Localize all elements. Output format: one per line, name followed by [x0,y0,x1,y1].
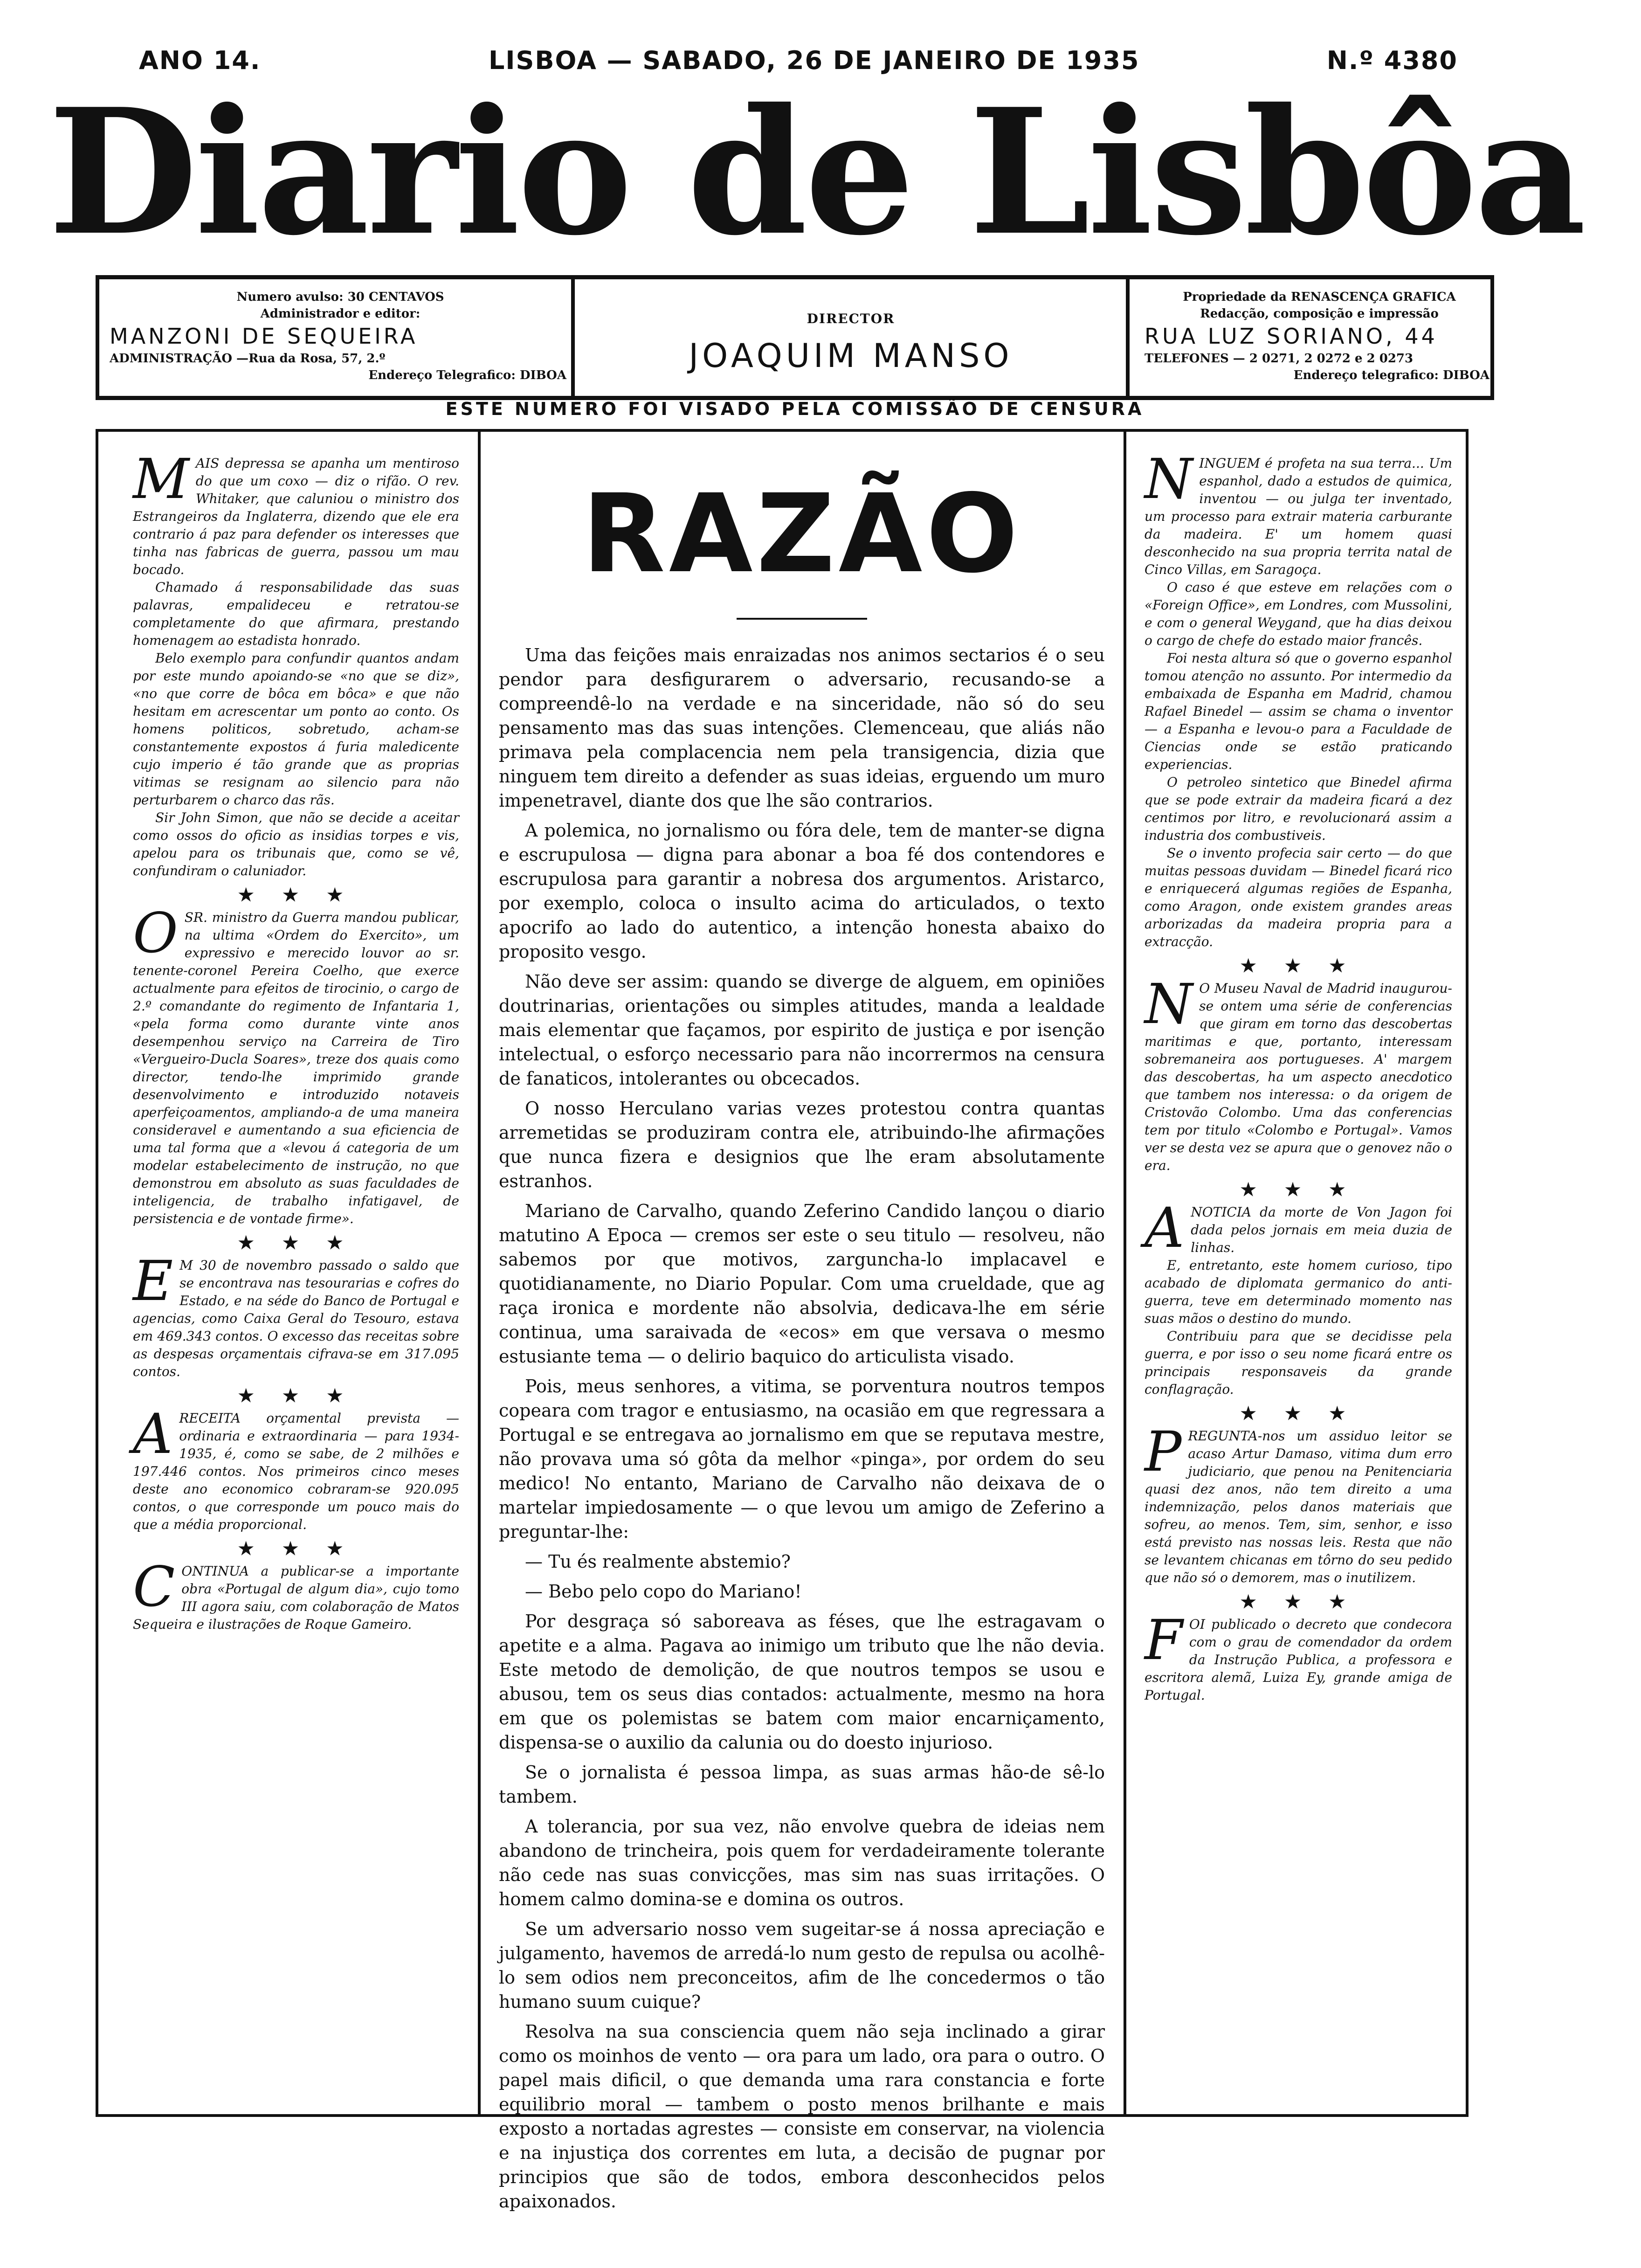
drop-cap: N [1145,972,1193,1036]
info-administration [96,279,571,396]
note-paragraph: O caso é que esteve em relações com o «Foreign Office», em Londres, com Mussolini, e com o general Weygand, que ha dias deixou o cargo de chefe do estado maior francês. [1145,580,1452,648]
censorship-notice: ESTE NUMERO FOI VISADO PELA COMISSÃO DE CENSURA [445,399,1145,419]
note-naval-museum: N O Museu Naval de Madrid inaugurou-se ontem uma série de conferencias que giram em torno das descobertas maritimas e que, portanto, interessam sobremaneira aos portugueses. A' margem das descobertas, ha um aspecto anecdotico que tambem nos interessa: o da origem de Cristovão Colombo. Uma das conferencias tem por titulo «Colombo e Portugal». Vamos ver se desta vez se apura que o genovez não o era. [1145,972,1452,1173]
dateline: LISBOA — SABADO, 26 DE JANEIRO DE 1935 [489,46,1140,75]
note-paragraph: Belo exemplo para confundir quantos andam por este mundo apoiando-se «no que se diz», «no que corre de bôca em bôca» e que não hesitam em acrescentar um ponto ao conto. Os homens politicos, sobretudo, acham-se constantemente expostos á furia maledicente cujo imperio é tão grande que as proprias vitimas se resignam ao silencio para não perturbarem o charco das rãs. [133,650,459,808]
drop-cap: O [133,901,178,965]
telegraph-address: Endereço telegrafico: DIBOA [1293,368,1489,382]
column-rule-left [478,429,481,2117]
section-separator: ★ ★ ★ [238,884,354,905]
section-separator: ★ ★ ★ [238,1385,354,1406]
headline-rule [737,618,867,620]
drop-cap: P [1145,1419,1182,1484]
editorial-paragraph: Não deve ser assim: quando se diverge de alguem, em opiniões doutrinarias, orientações ou simples atitudes, manda a lealdade mais elementar que façamos, por espirito de justiça e por isenção intelectual, o esforço necessario para não incorrermos na censura de fanaticos, intolerantes ou obcecados. [499,971,1105,1089]
drop-cap: N [1145,447,1193,511]
column-rule-right [1124,429,1126,2117]
admin-telegraph: Endereço Telegrafico: DIBOA [368,368,566,382]
section-separator: ★ ★ ★ [1240,1591,1357,1612]
section-separator: ★ ★ ★ [1240,955,1357,976]
editorial-paragraph: O nosso Herculano varias vezes protestou contra quantas arremetidas se produziram contra ele, atribuindo-lhe afirmações que nunca fizera e designios que lhe eram absolutamente estranhos. [499,1098,1105,1191]
editorial-body [499,643,1105,2213]
street-address: RUA LUZ SORIANO, 44 [1145,324,1438,349]
masthead-logo: Diario de Lisbôa [48,71,1584,274]
director-label: DIRECTOR [807,311,895,326]
note-war-minister: OSR. ministro da Guerra mandou publicar, na ultima «Ordem do Exercito», um expressivo e merecido louvor ao sr. tenente-coronel Pereira Coelho, que exerce actualmente para efeitos de tirocinio, o cargo de 2.º comandante do regimento de Infantaria 1, «pela forma como durante vinte anos desempenhou serviço na Carreira de Tiro «Vergueiro-Ducla Soares», treze dos quais como director, tendo-lhe imprimido grande desenvolvimento e introduzido notaveis aperfeiçoamentos, ampliando-a de uma maneira consideravel e aumentando a sua eficiencia de uma tal forma que a «levou á categoria de um modelar estabelecimento de instrução, no que demonstrou em absoluto as suas faculdades de inteligencia, de trabalho infatigavel, de persistencia e de vontade firme». [133,901,459,1226]
editorial-dialogue: — Bebo pelo copo do Mariano! [525,1581,802,1602]
note-paragraph: E, entretanto, este homem curioso, tipo acabado de diplomata germanico do anti-guerra, teve em determinado momento nas suas mãos o destino do mundo. [1145,1258,1452,1326]
drop-cap: M [133,447,189,511]
note-paragraph: Chamado á responsabilidade das suas palavras, empalideceu e retratou-se completamente do que afirmara, prestando homenagem ao estadista honrado. [133,580,459,648]
note-paragraph: Foi nesta altura só que o governo espanhol tomou atenção no assunto. Por intermedio da embaixada de Espanha em Madrid, chamou Rafael Binedel — assim se chama o inventor — a Espanha e levou-o para a Faculdade de Ciencias onde se estão praticando experiencias. [1145,650,1452,772]
section-separator: ★ ★ ★ [1240,1179,1357,1200]
note-von-jagon: ANOTICIA da morte de Von Jagon foi dada pelos jornais em meia duzia de linhas. [1145,1196,1452,1260]
section-separator: ★ ★ ★ [1240,1403,1357,1424]
admin-name: MANZONI DE SEQUEIRA [110,324,418,349]
info-bar [96,275,1494,400]
drop-cap: C [133,1555,175,1619]
note-paragraph: Sir John Simon, que não se decide a aceitar como ossos do oficio as insidias torpes e vis, apelou para os tribunais que, como se vê, confundiram o caluniador. [133,810,459,878]
redaction: Redacção, composição e impressão [1200,307,1439,321]
issue-year: ANO 14. [139,46,261,75]
editorial-paragraph: A polemica, no jornalismo ou fóra dele, tem de manter-se digna e escrupulosa — digna para abonar a boa fé dos contendores e escrupulosa para garantir a nobresa dos argumentos. Aristarco, por exemplo, coloca o insulto acima do articulados, o texto apocrifo ao lado do autentico, a intenção honesta abaixo do proposito vesgo. [499,820,1105,962]
editorial-paragraph: Por desgraça só saboreava as féses, que lhe estragavam o apetite e a alma. Pagava ao inimigo um tributo que lhe não devia. Este metodo de demolição, de que noutros tempos se usou e abusou, tem os seus dias contados: actualmente, mesmo na hora em que os polemistas se batem com maior encarniçamento, dispensa-se o auxilio da calunia ou do doesto injurioso. [499,1611,1105,1753]
drop-cap: E [133,1249,173,1313]
editorial-paragraph: Se um adversario nosso vem sugeitar-se á nossa apreciação e julgamento, havemos de arredá-lo num gesto de repulsa ou acolhê-lo sem odios nem preconceitos, afim de lhe concedermos o tão humano suum cuique? [499,1919,1105,2012]
right-column [1145,447,1452,1704]
drop-cap: A [133,1402,173,1466]
note-publication: CONTINUA a publicar-se a importante obra «Portugal de algum dia», cujo tomo III agora saiu, com colaboração de Matos Sequeira e ilustrações de Roque Gameiro. [133,1555,459,1632]
director-name: JOAQUIM MANSO [689,337,1013,375]
phone-numbers: TELEFONES — 2 0271, 2 0272 e 2 0273 [1145,352,1413,366]
note-treasury: E M 30 de novembro passado o saldo que se encontrava nas tesourarias e cofres do Estado, e na séde do Banco de Portugal e agencias, como Caixa Geral do Tesouro, estava em 469.343 contos. O excesso das receitas sobre as despesas orçamentais cifrava-se em 317.095 contos. [133,1249,459,1379]
issue-number: N.º 4380 [1326,46,1458,75]
info-ownership [1131,279,1494,396]
note-whitaker: MAIS depressa se apanha um mentiroso do que um coxo — diz o rifão. O rev. Whitaker, que caluniou o ministro dos Estrangeiros da Inglaterra, dizendo que ele era contrario á paz para defender os interesses que tinha nas fabricas de guerra, passou um mau bocado. [133,447,459,577]
admin-address: ADMINISTRAÇÃO —Rua da Rosa, 57, 2.º [110,352,386,366]
editorial-paragraph: Se o jornalista é pessoa limpa, as suas armas hão-de sê-lo tambem. [499,1762,1105,1807]
editorial-paragraph: Uma das feições mais enraizadas nos animos sectarios é o seu pendor para desfigurarem o adversario, recusando-se a compreendê-lo na verdade e na sinceridade, não só do seu pensamento mas das suas intenções. Clemenceau, que aliás não primava pela complacencia nem pela transigencia, dizia que ninguem tem direito a defender as suas ideias, erguendo um muro impenetravel, diante dos que lhe são contrarios. [499,645,1105,811]
note-inventor: NINGUEM é profeta na sua terra... Um espanhol, dado a estudos de quimica, inventou — ou julga ter inventado, um processo para extrair materia carburante da madeira. E' um homem quasi desconhecido na sua propria territa natal de Cinco Villas, em Saragoça. [1145,447,1452,577]
price: Numero avulso: 30 CENTAVOS [236,290,444,304]
note-paragraph: Contribuiu para que se decidisse pela guerra, e por isso o seu nome ficará entre os principais responsaveis da grande conflagração. [1145,1328,1452,1397]
admin-label: Administrador e editor: [260,307,421,321]
center-column [499,455,1105,2219]
left-column [133,447,459,1633]
section-separator: ★ ★ ★ [238,1232,354,1253]
note-budget: ARECEITA orçamental prevista — ordinaria e extraordinaria — para 1934-1935, é, como se sabe, de 2 milhões e 197.446 contos. Nos primeiros cinco meses deste ano economico cobraram-se 920.095 contos, o que corresponde um pouco mais do que a média proporcional. [133,1402,459,1532]
info-director [576,279,1126,396]
drop-cap: A [1145,1196,1185,1260]
section-separator: ★ ★ ★ [238,1538,354,1559]
drop-cap: F [1145,1608,1183,1672]
editorial-dialogue: — Tu és realmente abstemio? [525,1551,791,1572]
editorial-paragraph: A tolerancia, por sua vez, não envolve quebra de ideias nem abandono de trincheira, pois quem for verdadeiramente tolerante não cede nas suas convicções, mas sim nas suas irritações. O homem calmo domina-se e domina os outros. [499,1816,1105,1909]
note-damaso: PREGUNTA-nos um assiduo leitor se acaso Artur Damaso, vitima dum erro judiciario, que penou na Penitenciaria quasi dez anos, não tem direito a uma indemnização, pelos danos materiais que sofreu, ao menos. Tem, sim, senhor, e isso está previsto nas nossas leis. Resta que não se levantem chicanas em tôrno do seu pedido que não só o demorem, mas o inutilizem. [1145,1419,1452,1585]
headline: RAZÃO [582,471,1022,597]
owner: Propriedade da RENASCENÇA GRAFICA [1183,290,1456,304]
note-paragraph: Se o invento profecia sair certo — do que muitas pessoas duvidam — Binedel ficará rico e enriquecerá algumas regiões de Espanha, como Aragon, onde existem grandes areas arborizadas da madeira propria para a extracção. [1145,845,1452,949]
editorial-paragraph: Resolva na sua consciencia quem não seja inclinado a girar como os moinhos de vento — ora para um lado, ora para o outro. O papel mais dificil, o que demanda uma rara constancia e forte equilibrio moral — tambem o posto menos brilhante e mais exposto a nortadas agrestes — consiste em conservar, na violencia e na injustiça dos correntes em luta, a decisão de pugnar por principios que são de todos, embora desconhecidos pelos apaixonados. [499,2021,1105,2212]
note-paragraph: O petroleo sintetico que Binedel afirma que se pode extrair da madeira ficará a dez centimos por litro, e revolucionará assim a industria dos combustiveis. [1145,774,1452,843]
note-decree: FOI publicado o decreto que condecora com o grau de comendador da ordem da Instrução Publica, a professora e escritora alemã, Luiza Ey, grande amiga de Portugal. [1145,1608,1452,1703]
editorial-paragraph: Pois, meus senhores, a vitima, se porventura noutros tempos copeara com tragor e entusiasmo, na ocasião em que regressara a Portugal e se entregava ao jornalismo em que se reputava mestre, não provava uma só gôta da melhor «pinga», por ordem do seu medico! No entanto, Mariano de Carvalho não deixava de o martelar impiedosamente — o que levou um amigo de Zeferino a preguntar-lhe: [499,1376,1105,1542]
editorial-paragraph: Mariano de Carvalho, quando Zeferino Candido lançou o diario matutino A Epoca — cremos ser este o seu titulo — resolveu, não sabemos por que motivos, zarguncha-lo implacavel e quotidianamente, no Diario Popular. Com uma crueldade, que ag raça ironica e mordente não absolvia, dedicava-lhe em série continua, uma saraivada de «ecos» em que versava o mesmo estusiante tema — o delirio baquico do articulista visado. [499,1201,1105,1367]
